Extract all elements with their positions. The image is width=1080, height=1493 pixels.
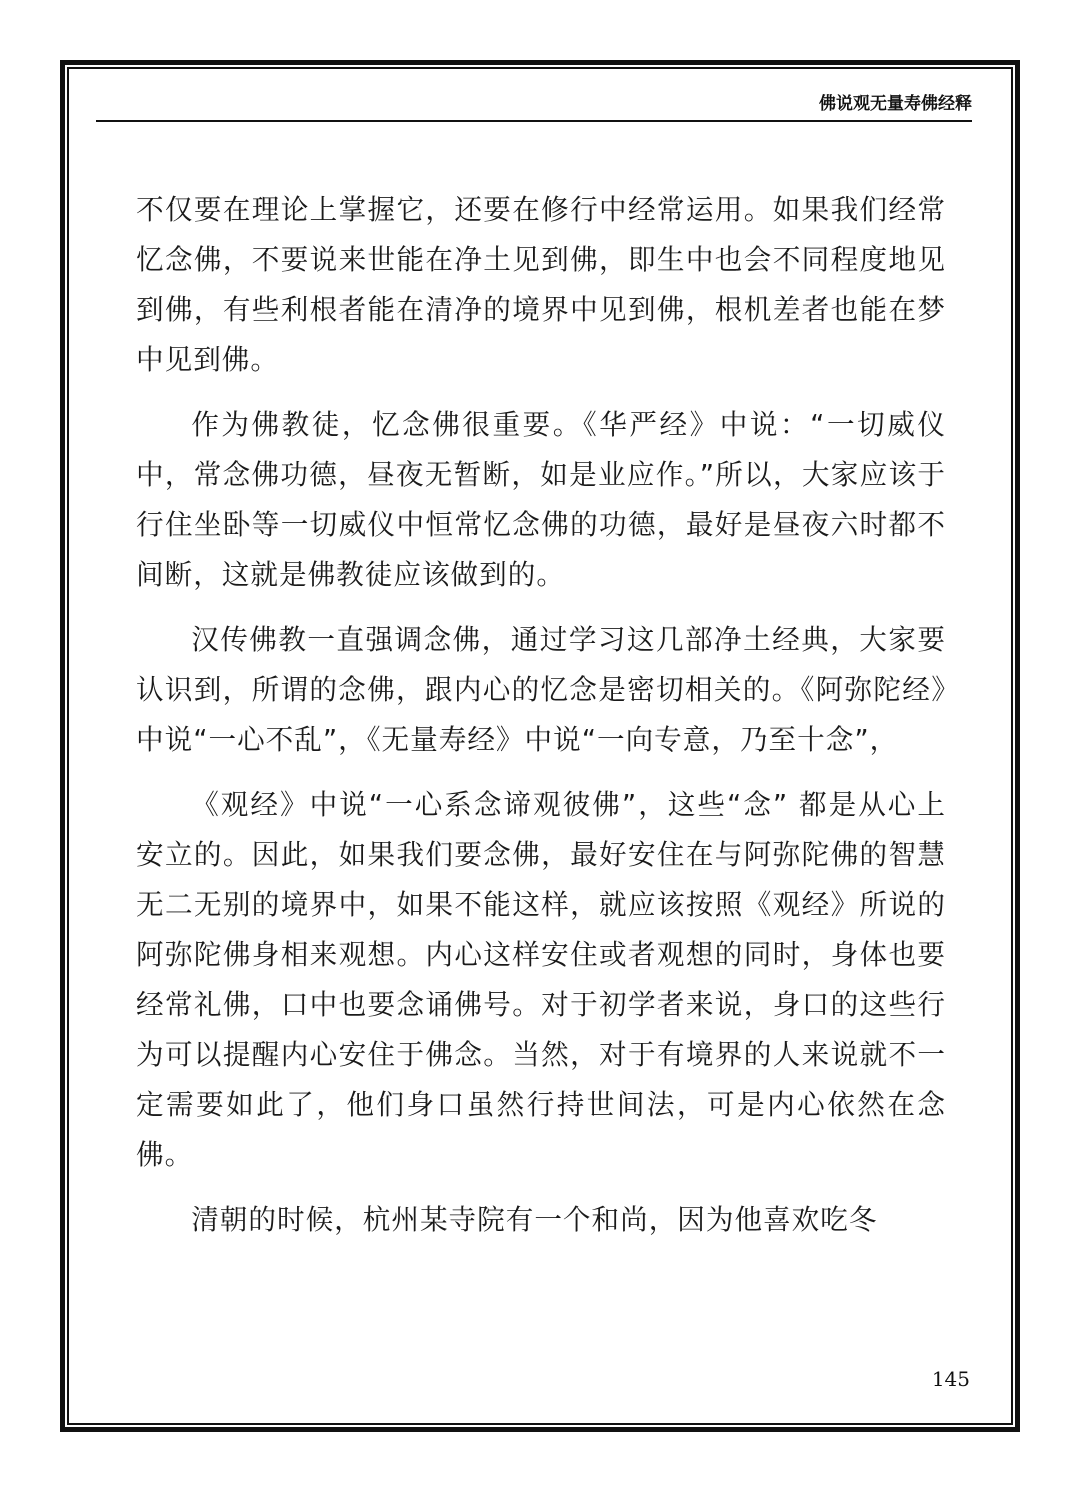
running-header-title: 佛说观无量寿佛经释 [96, 92, 972, 122]
page-number: 145 [931, 1367, 970, 1391]
paragraph: 清朝的时候，杭州某寺院有一个和尚，因为他喜欢吃冬 [191, 1203, 878, 1236]
paragraph: 作为佛教徒，忆念佛很重要。《华严经》中说：“一切威仪中，常念佛功德，昼夜无暂断，如是业应作。”所以，大家应该于行住坐卧等一切威仪中恒常忆念佛的功德，最好是昼夜六时都不间断，这就是佛教徒应该做到的。 [136, 408, 946, 591]
body-text [136, 185, 946, 1260]
paragraph: 不仅要在理论上掌握它，还要在修行中经常运用。如果我们经常忆念佛，不要说来世能在净土见到佛，即生中也会不同程度地见到佛，有些利根者能在清净的境界中见到佛，根机差者也能在梦中见到佛。 [136, 193, 946, 376]
paragraph: 《观经》中说“一心系念谛观彼佛”，这些“念” 都是从心上安立的。因此，如果我们要念佛，最好安住在与阿弥陀佛的智慧无二无别的境界中，如果不能这样，就应该按照《观经》所说的阿弥陀佛身相来观想。内心这样安住或者观想的同时，身体也要经常礼佛，口中也要念诵佛号。对于初学者来说，身口的这些行为可以提醒内心安住于佛念。当然，对于有境界的人来说就不一定需要如此了，他们身口虽然行持世间法，可是内心依然在念佛。 [136, 788, 946, 1171]
paragraph: 汉传佛教一直强调念佛，通过学习这几部净土经典，大家要认识到，所谓的念佛，跟内心的忆念是密切相关的。《阿弥陀经》中说“一心不乱”，《无量寿经》中说“一向专意，乃至十念”， [136, 623, 946, 756]
